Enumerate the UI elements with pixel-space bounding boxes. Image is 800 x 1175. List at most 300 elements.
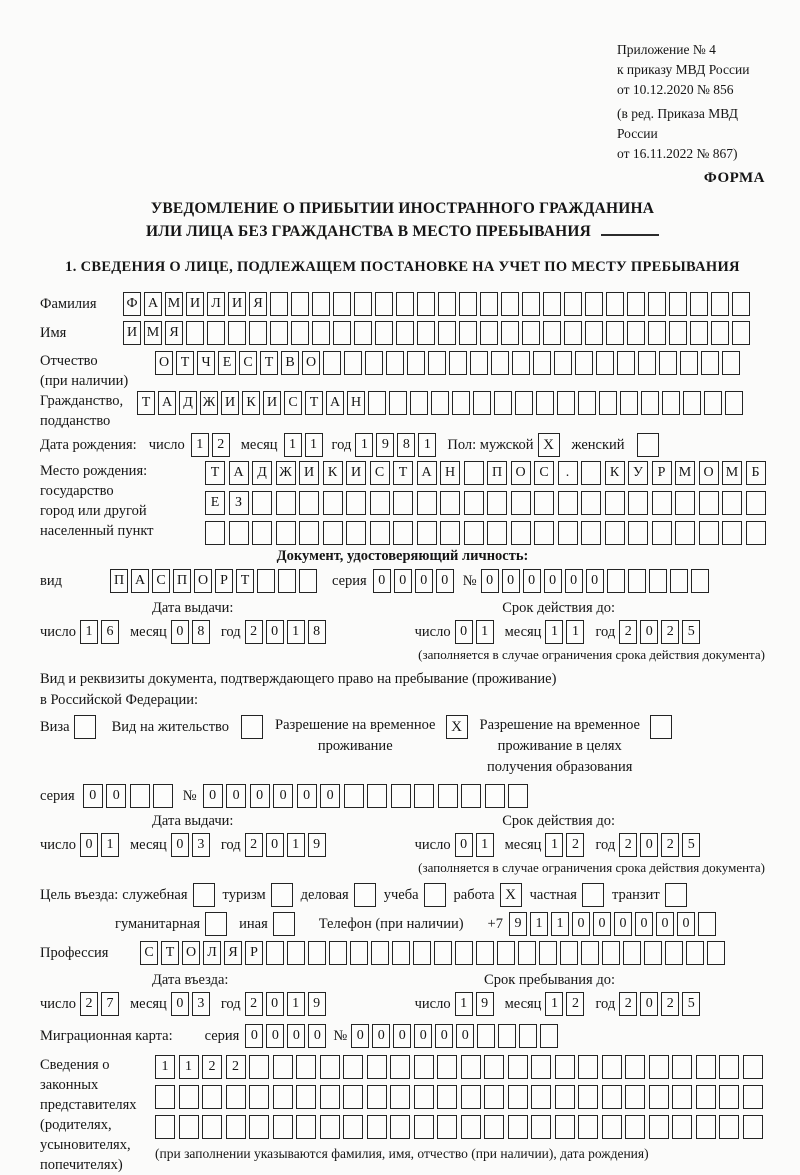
char-cell[interactable]: 5	[682, 833, 700, 857]
char-cell[interactable]	[644, 941, 662, 965]
char-cell[interactable]: 0	[266, 1024, 284, 1048]
char-cell[interactable]	[437, 1115, 457, 1139]
char-cell[interactable]	[722, 351, 740, 375]
char-cell[interactable]	[508, 1055, 528, 1079]
char-cell[interactable]: Т	[260, 351, 278, 375]
char-cell[interactable]	[413, 941, 431, 965]
char-cell[interactable]	[711, 321, 729, 345]
char-cell[interactable]	[722, 521, 742, 545]
char-cell[interactable]	[186, 321, 204, 345]
char-cell[interactable]	[628, 569, 646, 593]
char-cell[interactable]	[392, 941, 410, 965]
char-cell[interactable]	[648, 292, 666, 316]
char-cell[interactable]: 2	[245, 992, 263, 1016]
char-cell[interactable]	[343, 1085, 363, 1109]
char-cell[interactable]: М	[165, 292, 183, 316]
char-cell[interactable]: 5	[682, 992, 700, 1016]
char-cell[interactable]	[641, 391, 659, 415]
char-cell[interactable]	[557, 391, 575, 415]
char-cell[interactable]	[299, 569, 317, 593]
char-cell[interactable]	[417, 321, 435, 345]
char-cell[interactable]: Р	[245, 941, 263, 965]
char-cell[interactable]	[455, 941, 473, 965]
char-cell[interactable]	[296, 1115, 316, 1139]
char-cell[interactable]	[602, 1055, 622, 1079]
char-cell[interactable]	[155, 1085, 175, 1109]
char-cell[interactable]	[555, 1115, 575, 1139]
purpose-tourism-checkbox[interactable]	[271, 883, 293, 907]
char-cell[interactable]: 0	[523, 569, 541, 593]
char-cell[interactable]	[675, 491, 695, 515]
char-cell[interactable]	[540, 1024, 558, 1048]
char-cell[interactable]: 3	[192, 992, 210, 1016]
purpose-business-checkbox[interactable]	[354, 883, 376, 907]
char-cell[interactable]	[389, 391, 407, 415]
char-cell[interactable]: А	[158, 391, 176, 415]
char-cell[interactable]	[207, 321, 225, 345]
char-cell[interactable]	[276, 491, 296, 515]
char-cell[interactable]: 1	[418, 433, 436, 457]
char-cell[interactable]	[249, 1085, 269, 1109]
temp-permit-checkbox[interactable]: X	[446, 715, 468, 739]
purpose-official-checkbox[interactable]	[193, 883, 215, 907]
char-cell[interactable]: 0	[273, 784, 293, 808]
char-cell[interactable]	[329, 941, 347, 965]
char-cell[interactable]: 3	[192, 833, 210, 857]
char-cell[interactable]	[746, 521, 766, 545]
char-cell[interactable]: Я	[224, 941, 242, 965]
char-cell[interactable]: 0	[544, 569, 562, 593]
char-cell[interactable]: П	[173, 569, 191, 593]
char-cell[interactable]	[690, 321, 708, 345]
char-cell[interactable]: 1	[545, 833, 563, 857]
char-cell[interactable]	[276, 521, 296, 545]
char-cell[interactable]: У	[628, 461, 648, 485]
char-cell[interactable]	[437, 1085, 457, 1109]
visa-checkbox[interactable]	[74, 715, 96, 739]
char-cell[interactable]: 2	[202, 1055, 222, 1079]
char-cell[interactable]	[461, 1085, 481, 1109]
char-cell[interactable]: 1	[287, 992, 305, 1016]
char-cell[interactable]: Т	[305, 391, 323, 415]
char-cell[interactable]	[464, 521, 484, 545]
char-cell[interactable]	[484, 1055, 504, 1079]
char-cell[interactable]: 0	[640, 992, 658, 1016]
char-cell[interactable]: 0	[456, 1024, 474, 1048]
char-cell[interactable]	[354, 292, 372, 316]
char-cell[interactable]: 0	[656, 912, 674, 936]
char-cell[interactable]: 0	[320, 784, 340, 808]
char-cell[interactable]: 0	[245, 1024, 263, 1048]
char-cell[interactable]: 5	[682, 620, 700, 644]
char-cell[interactable]	[459, 321, 477, 345]
purpose-work-checkbox[interactable]: X	[500, 883, 522, 907]
char-cell[interactable]	[464, 461, 484, 485]
char-cell[interactable]: Е	[205, 491, 225, 515]
char-cell[interactable]	[312, 292, 330, 316]
char-cell[interactable]	[494, 391, 512, 415]
char-cell[interactable]: И	[123, 321, 141, 345]
char-cell[interactable]: Б	[746, 461, 766, 485]
char-cell[interactable]: 0	[351, 1024, 369, 1048]
char-cell[interactable]	[531, 1115, 551, 1139]
char-cell[interactable]	[296, 1055, 316, 1079]
char-cell[interactable]	[522, 321, 540, 345]
char-cell[interactable]	[649, 1085, 669, 1109]
char-cell[interactable]	[371, 941, 389, 965]
char-cell[interactable]	[625, 1055, 645, 1079]
char-cell[interactable]	[539, 941, 557, 965]
char-cell[interactable]	[346, 491, 366, 515]
char-cell[interactable]	[722, 491, 742, 515]
char-cell[interactable]	[605, 491, 625, 515]
char-cell[interactable]: 0	[287, 1024, 305, 1048]
char-cell[interactable]	[628, 491, 648, 515]
char-cell[interactable]	[155, 1115, 175, 1139]
char-cell[interactable]	[249, 1055, 269, 1079]
char-cell[interactable]: Ч	[197, 351, 215, 375]
char-cell[interactable]	[291, 292, 309, 316]
char-cell[interactable]: К	[605, 461, 625, 485]
purpose-transit-checkbox[interactable]	[665, 883, 687, 907]
char-cell[interactable]: 0	[614, 912, 632, 936]
char-cell[interactable]	[414, 1115, 434, 1139]
char-cell[interactable]	[179, 1115, 199, 1139]
char-cell[interactable]	[560, 941, 578, 965]
char-cell[interactable]: 0	[171, 620, 189, 644]
char-cell[interactable]: 8	[192, 620, 210, 644]
char-cell[interactable]: О	[155, 351, 173, 375]
char-cell[interactable]	[555, 1085, 575, 1109]
purpose-private-checkbox[interactable]	[582, 883, 604, 907]
char-cell[interactable]	[226, 1085, 246, 1109]
char-cell[interactable]	[407, 351, 425, 375]
char-cell[interactable]	[581, 461, 601, 485]
char-cell[interactable]	[649, 569, 667, 593]
char-cell[interactable]	[320, 1085, 340, 1109]
char-cell[interactable]	[649, 1055, 669, 1079]
char-cell[interactable]: 0	[435, 1024, 453, 1048]
char-cell[interactable]	[333, 292, 351, 316]
char-cell[interactable]	[417, 292, 435, 316]
char-cell[interactable]	[354, 321, 372, 345]
char-cell[interactable]	[396, 292, 414, 316]
char-cell[interactable]	[485, 784, 505, 808]
char-cell[interactable]: 0	[171, 992, 189, 1016]
char-cell[interactable]	[343, 1055, 363, 1079]
char-cell[interactable]	[578, 391, 596, 415]
char-cell[interactable]: Т	[393, 461, 413, 485]
char-cell[interactable]	[534, 491, 554, 515]
char-cell[interactable]: 0	[372, 1024, 390, 1048]
char-cell[interactable]	[343, 1115, 363, 1139]
char-cell[interactable]: 6	[101, 620, 119, 644]
char-cell[interactable]: 1	[476, 620, 494, 644]
char-cell[interactable]	[675, 521, 695, 545]
char-cell[interactable]: К	[242, 391, 260, 415]
char-cell[interactable]	[291, 321, 309, 345]
char-cell[interactable]: Ж	[276, 461, 296, 485]
char-cell[interactable]: П	[110, 569, 128, 593]
char-cell[interactable]: Т	[137, 391, 155, 415]
char-cell[interactable]	[699, 491, 719, 515]
char-cell[interactable]	[672, 1055, 692, 1079]
purpose-other-checkbox[interactable]	[273, 912, 295, 936]
char-cell[interactable]: 0	[203, 784, 223, 808]
char-cell[interactable]: 0	[83, 784, 103, 808]
char-cell[interactable]	[498, 1024, 516, 1048]
char-cell[interactable]	[746, 491, 766, 515]
char-cell[interactable]	[390, 1115, 410, 1139]
char-cell[interactable]	[698, 912, 716, 936]
char-cell[interactable]	[501, 292, 519, 316]
char-cell[interactable]	[386, 351, 404, 375]
char-cell[interactable]	[683, 391, 701, 415]
char-cell[interactable]	[672, 1115, 692, 1139]
char-cell[interactable]	[508, 1115, 528, 1139]
char-cell[interactable]: 0	[266, 620, 284, 644]
char-cell[interactable]	[350, 941, 368, 965]
char-cell[interactable]: 2	[619, 833, 637, 857]
char-cell[interactable]: 9	[376, 433, 394, 457]
char-cell[interactable]	[625, 1115, 645, 1139]
char-cell[interactable]	[606, 292, 624, 316]
char-cell[interactable]	[273, 1115, 293, 1139]
char-cell[interactable]: 2	[661, 620, 679, 644]
char-cell[interactable]: И	[346, 461, 366, 485]
char-cell[interactable]	[367, 1055, 387, 1079]
char-cell[interactable]: 2	[212, 433, 230, 457]
char-cell[interactable]: И	[299, 461, 319, 485]
char-cell[interactable]: Т	[236, 569, 254, 593]
char-cell[interactable]	[461, 1055, 481, 1079]
char-cell[interactable]	[393, 491, 413, 515]
char-cell[interactable]: О	[182, 941, 200, 965]
char-cell[interactable]	[652, 491, 672, 515]
char-cell[interactable]: 1	[566, 620, 584, 644]
char-cell[interactable]	[473, 391, 491, 415]
char-cell[interactable]: Р	[215, 569, 233, 593]
char-cell[interactable]: А	[144, 292, 162, 316]
char-cell[interactable]	[585, 321, 603, 345]
char-cell[interactable]	[696, 1115, 716, 1139]
char-cell[interactable]: Т	[161, 941, 179, 965]
char-cell[interactable]	[393, 521, 413, 545]
char-cell[interactable]: Л	[207, 292, 225, 316]
char-cell[interactable]	[617, 351, 635, 375]
char-cell[interactable]	[390, 1085, 410, 1109]
char-cell[interactable]	[659, 351, 677, 375]
char-cell[interactable]	[554, 351, 572, 375]
char-cell[interactable]	[704, 391, 722, 415]
char-cell[interactable]	[648, 321, 666, 345]
char-cell[interactable]: 1	[355, 433, 373, 457]
char-cell[interactable]	[638, 351, 656, 375]
char-cell[interactable]	[391, 784, 411, 808]
char-cell[interactable]: С	[152, 569, 170, 593]
char-cell[interactable]: 1	[191, 433, 209, 457]
char-cell[interactable]: А	[326, 391, 344, 415]
char-cell[interactable]: 0	[171, 833, 189, 857]
char-cell[interactable]	[480, 321, 498, 345]
char-cell[interactable]	[665, 941, 683, 965]
char-cell[interactable]: О	[699, 461, 719, 485]
char-cell[interactable]	[508, 1085, 528, 1109]
char-cell[interactable]: 2	[661, 992, 679, 1016]
purpose-humanitarian-checkbox[interactable]	[205, 912, 227, 936]
char-cell[interactable]	[414, 1085, 434, 1109]
char-cell[interactable]: М	[722, 461, 742, 485]
char-cell[interactable]: Ж	[200, 391, 218, 415]
char-cell[interactable]	[375, 321, 393, 345]
char-cell[interactable]	[581, 521, 601, 545]
char-cell[interactable]: 1	[101, 833, 119, 857]
char-cell[interactable]	[320, 1115, 340, 1139]
char-cell[interactable]	[434, 941, 452, 965]
char-cell[interactable]: 0	[393, 1024, 411, 1048]
char-cell[interactable]	[585, 292, 603, 316]
char-cell[interactable]	[606, 321, 624, 345]
char-cell[interactable]	[487, 521, 507, 545]
char-cell[interactable]	[578, 1115, 598, 1139]
char-cell[interactable]: 2	[245, 620, 263, 644]
char-cell[interactable]	[707, 941, 725, 965]
char-cell[interactable]: .	[558, 461, 578, 485]
char-cell[interactable]	[252, 491, 272, 515]
char-cell[interactable]	[605, 521, 625, 545]
char-cell[interactable]	[323, 491, 343, 515]
char-cell[interactable]	[543, 292, 561, 316]
char-cell[interactable]	[662, 391, 680, 415]
char-cell[interactable]	[464, 491, 484, 515]
char-cell[interactable]	[452, 391, 470, 415]
char-cell[interactable]: 2	[80, 992, 98, 1016]
char-cell[interactable]	[515, 391, 533, 415]
char-cell[interactable]: А	[131, 569, 149, 593]
char-cell[interactable]	[470, 351, 488, 375]
char-cell[interactable]	[252, 521, 272, 545]
char-cell[interactable]: 8	[397, 433, 415, 457]
char-cell[interactable]	[323, 521, 343, 545]
char-cell[interactable]	[711, 292, 729, 316]
char-cell[interactable]	[368, 391, 386, 415]
edu-permit-checkbox[interactable]	[650, 715, 672, 739]
char-cell[interactable]	[696, 1055, 716, 1079]
char-cell[interactable]: 9	[476, 992, 494, 1016]
char-cell[interactable]: С	[284, 391, 302, 415]
char-cell[interactable]	[596, 351, 614, 375]
char-cell[interactable]	[628, 521, 648, 545]
char-cell[interactable]	[512, 351, 530, 375]
char-cell[interactable]	[437, 1055, 457, 1079]
char-cell[interactable]: 1	[455, 992, 473, 1016]
char-cell[interactable]: К	[323, 461, 343, 485]
char-cell[interactable]	[202, 1115, 222, 1139]
char-cell[interactable]	[743, 1115, 763, 1139]
char-cell[interactable]	[680, 351, 698, 375]
char-cell[interactable]: С	[370, 461, 390, 485]
char-cell[interactable]: О	[194, 569, 212, 593]
char-cell[interactable]	[296, 1085, 316, 1109]
char-cell[interactable]: 2	[619, 620, 637, 644]
char-cell[interactable]	[428, 351, 446, 375]
char-cell[interactable]	[257, 569, 275, 593]
char-cell[interactable]	[669, 292, 687, 316]
char-cell[interactable]: Т	[205, 461, 225, 485]
char-cell[interactable]	[691, 569, 709, 593]
char-cell[interactable]	[344, 784, 364, 808]
char-cell[interactable]	[732, 321, 750, 345]
char-cell[interactable]: 1	[287, 620, 305, 644]
char-cell[interactable]	[501, 321, 519, 345]
char-cell[interactable]: 0	[455, 833, 473, 857]
char-cell[interactable]	[620, 391, 638, 415]
char-cell[interactable]: П	[487, 461, 507, 485]
char-cell[interactable]: 0	[481, 569, 499, 593]
char-cell[interactable]	[719, 1055, 739, 1079]
char-cell[interactable]	[564, 292, 582, 316]
char-cell[interactable]: Л	[203, 941, 221, 965]
char-cell[interactable]: 0	[640, 620, 658, 644]
char-cell[interactable]: 2	[661, 833, 679, 857]
char-cell[interactable]	[686, 941, 704, 965]
char-cell[interactable]	[344, 351, 362, 375]
char-cell[interactable]	[508, 784, 528, 808]
char-cell[interactable]: 1	[530, 912, 548, 936]
char-cell[interactable]: И	[186, 292, 204, 316]
char-cell[interactable]	[367, 784, 387, 808]
char-cell[interactable]	[649, 1115, 669, 1139]
char-cell[interactable]: 1	[287, 833, 305, 857]
char-cell[interactable]	[732, 292, 750, 316]
char-cell[interactable]: 0	[565, 569, 583, 593]
char-cell[interactable]: Я	[249, 292, 267, 316]
char-cell[interactable]: 0	[586, 569, 604, 593]
char-cell[interactable]: 0	[572, 912, 590, 936]
char-cell[interactable]	[130, 784, 150, 808]
char-cell[interactable]	[719, 1085, 739, 1109]
char-cell[interactable]: И	[263, 391, 281, 415]
char-cell[interactable]	[365, 351, 383, 375]
char-cell[interactable]	[578, 1085, 598, 1109]
male-checkbox[interactable]: X	[538, 433, 560, 457]
char-cell[interactable]: 0	[414, 1024, 432, 1048]
char-cell[interactable]	[607, 569, 625, 593]
char-cell[interactable]	[367, 1085, 387, 1109]
char-cell[interactable]: Н	[347, 391, 365, 415]
char-cell[interactable]	[484, 1085, 504, 1109]
char-cell[interactable]: 9	[509, 912, 527, 936]
char-cell[interactable]	[743, 1055, 763, 1079]
char-cell[interactable]	[536, 391, 554, 415]
char-cell[interactable]	[461, 784, 481, 808]
char-cell[interactable]: 0	[635, 912, 653, 936]
char-cell[interactable]: Я	[165, 321, 183, 345]
char-cell[interactable]	[522, 292, 540, 316]
char-cell[interactable]	[431, 391, 449, 415]
char-cell[interactable]	[270, 292, 288, 316]
char-cell[interactable]: М	[675, 461, 695, 485]
char-cell[interactable]	[308, 941, 326, 965]
char-cell[interactable]: 1	[80, 620, 98, 644]
char-cell[interactable]	[581, 941, 599, 965]
char-cell[interactable]: 8	[308, 620, 326, 644]
char-cell[interactable]	[449, 351, 467, 375]
female-checkbox[interactable]	[637, 433, 659, 457]
char-cell[interactable]	[623, 941, 641, 965]
char-cell[interactable]	[375, 292, 393, 316]
char-cell[interactable]	[497, 941, 515, 965]
